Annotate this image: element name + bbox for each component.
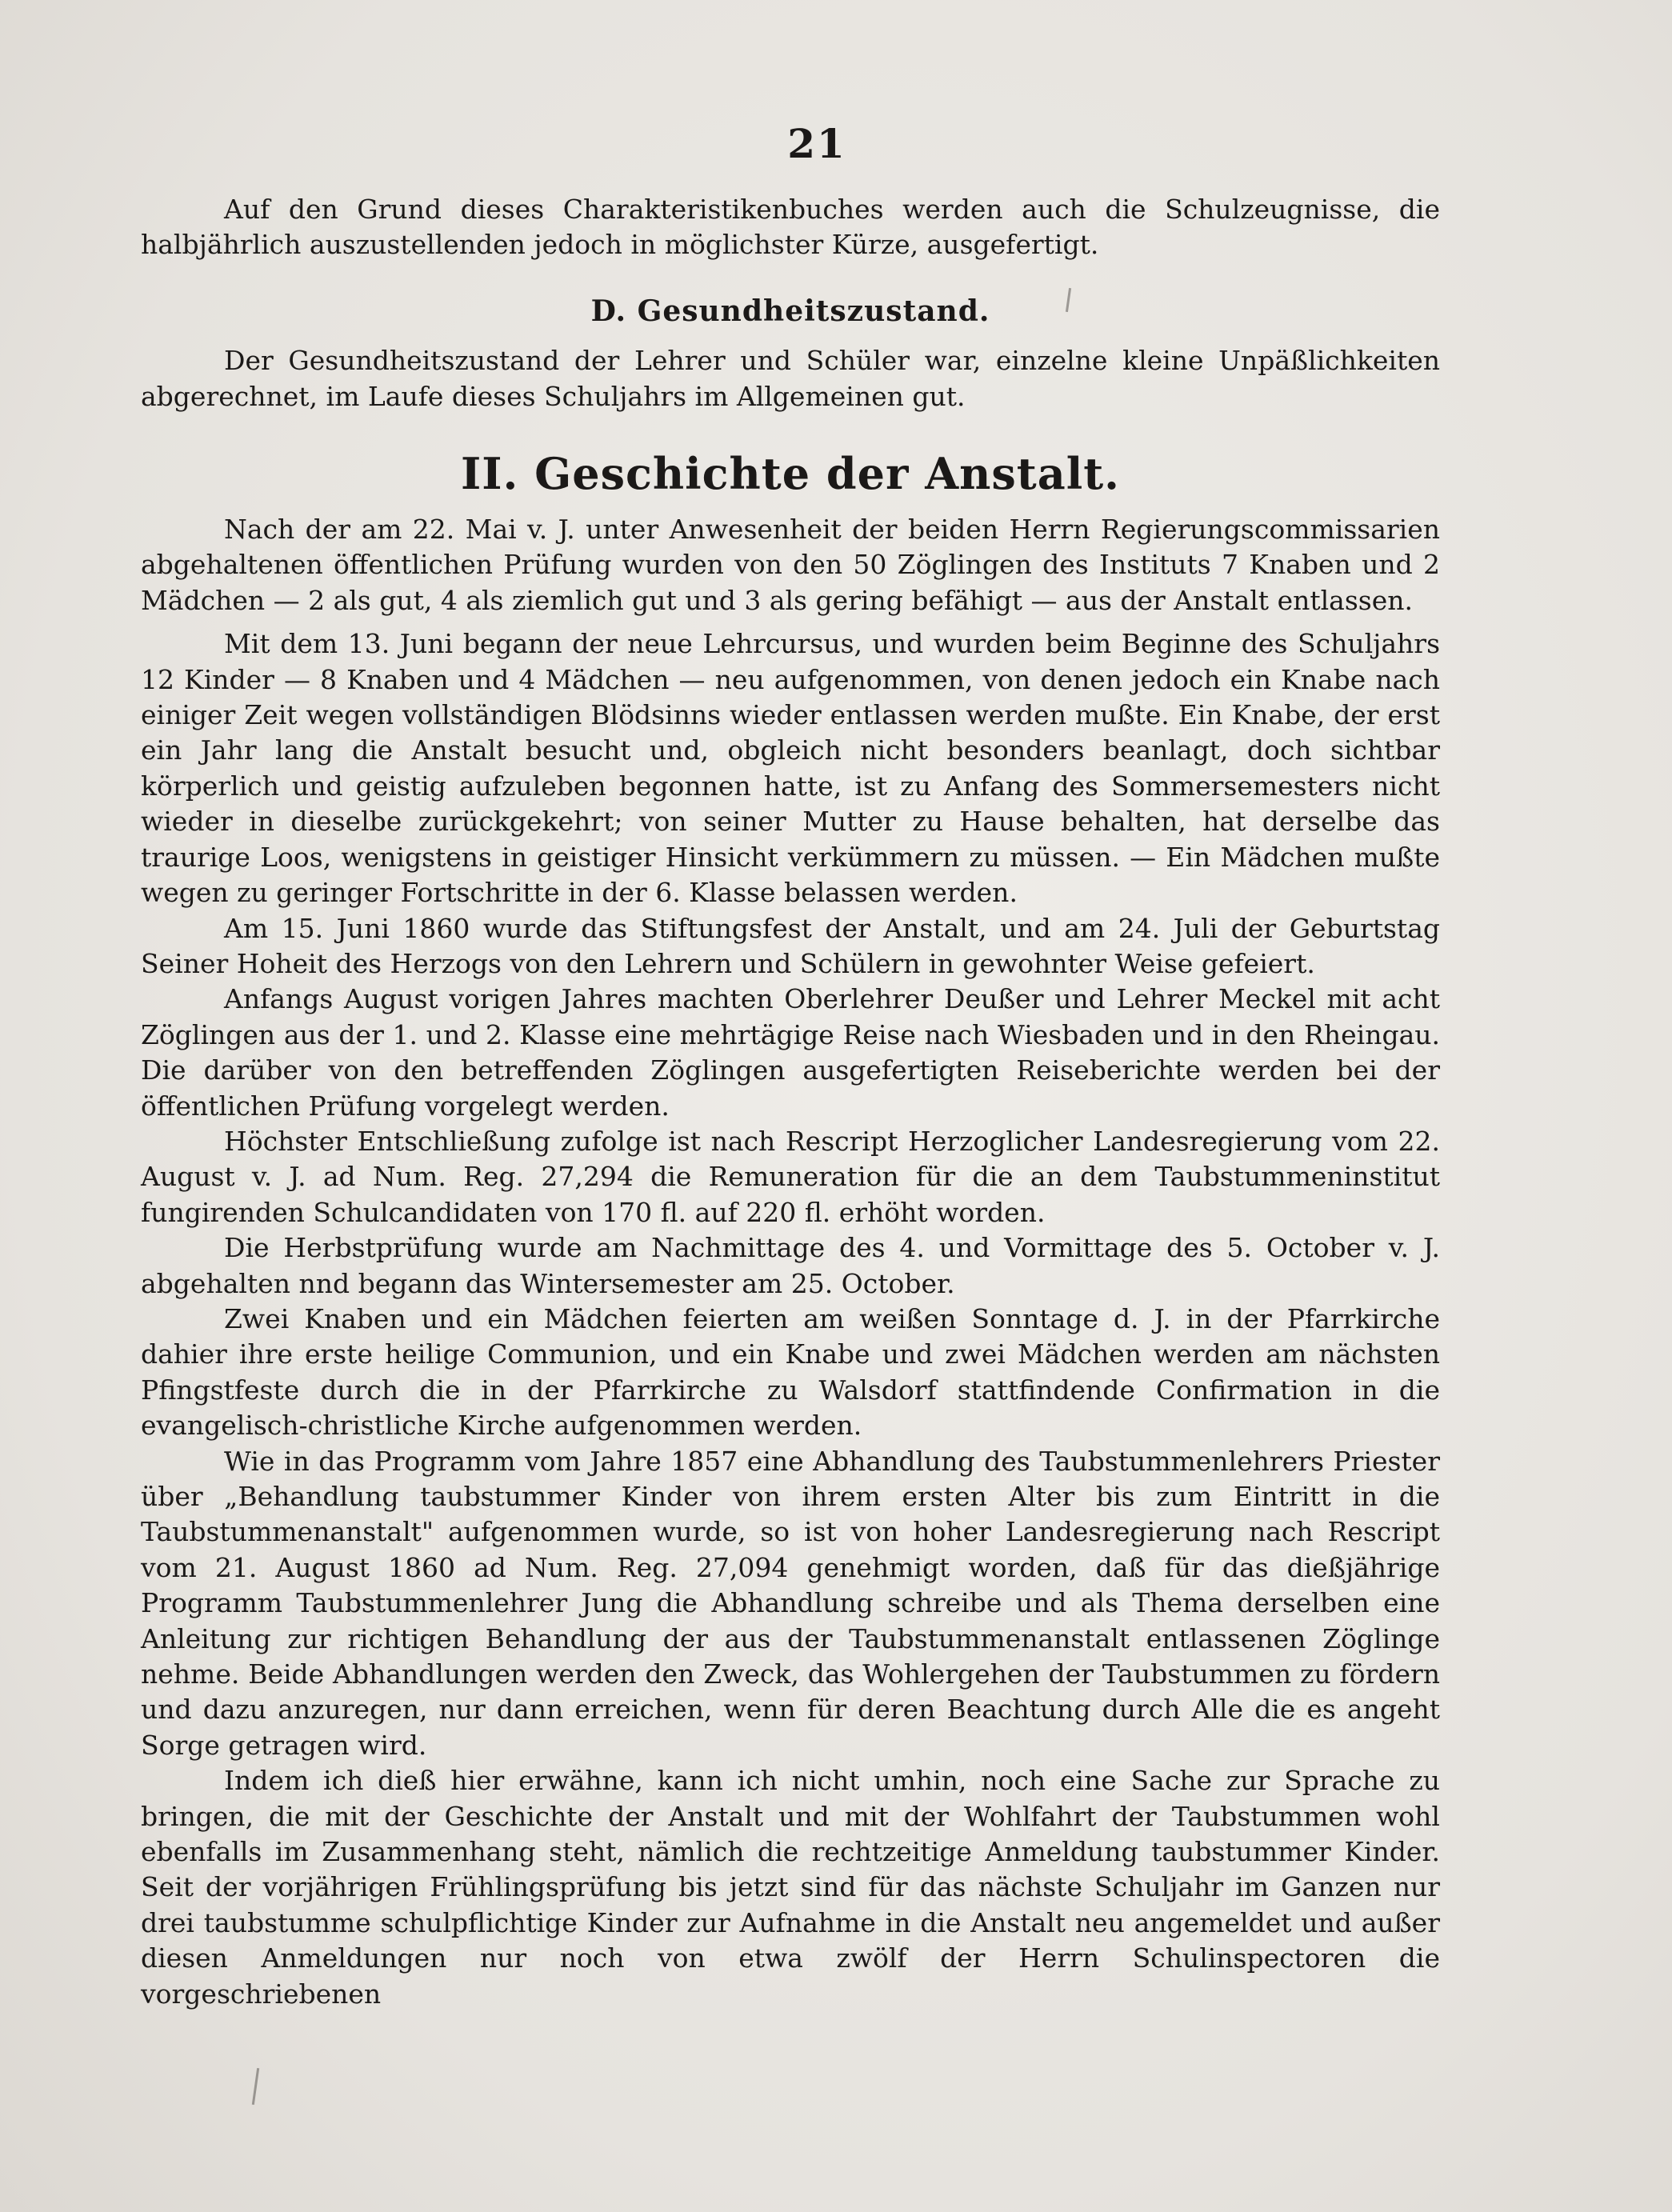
- health-paragraph: Der Gesundheitszustand der Lehrer und Schüler war, einzelne kleine Unpäßlichkeiten abgerechnet, im Laufe dieses Schuljahrs im Allgemeinen gut.: [141, 345, 1440, 412]
- intro-paragraph: Auf den Grund dieses Charakteristikenbuches werden auch die Schulzeugnisse, die halbjährlich auszustellenden jedoch in möglichster Kürze, ausgefertigt.: [141, 194, 1440, 261]
- section-heading-health: D. Gesundheitszustand.: [590, 294, 990, 328]
- history-paragraph-graduation: Nach der am 22. Mai v. J. unter Anwesenheit der beiden Herrn Regierungscommissarien abgehaltenen öffentlichen Prüfung wurden von den 50 Zöglingen des Instituts 7 Knaben und 2 Mädchen — 2 als gut, 4 als ziemlich gut und 3 als gering befähigt — aus der Anstalt entlassen.: [141, 514, 1440, 616]
- history-paragraph-new-course: Mit dem 13. Juni begann der neue Lehrcursus, und wurden beim Beginne des Schuljahrs 12 Kinder — 8 Knaben und 4 Mädchen — neu aufgenommen, von denen jedoch ein Knabe nach einiger Zeit wegen vollständigen Blödsinns wieder entlassen werden mußte. Ein Knabe, der erst ein Jahr lang die Anstalt besucht und, obgleich nicht besonders beanlagt, doch sichtbar körperlich und geistig aufzuleben begonnen hatte, ist zu Anfang des Sommersemesters nicht wieder in dieselbe zurückgekehrt; von seiner Mutter zu Hause behalten, hat derselbe das traurige Loos, wenigstens in geistiger Hinsicht verkümmern zu müssen. — Ein Mädchen mußte wegen zu geringer Fortschritte in der 6. Klasse belassen werden.: [141, 628, 1440, 909]
- history-paragraph-remuneration: Höchster Entschließung zufolge ist nach Rescript Herzoglicher Landesregierung vom 22. August v. J. ad Num. Reg. 27,294 die Remuneration für die an dem Taubstummeninstitut fungirenden Schulcandidaten von 170 fl. auf 220 fl. erhöht worden.: [141, 1125, 1440, 1228]
- page-number: 21: [787, 120, 846, 167]
- page-body: [141, 192, 1440, 2012]
- history-paragraph-treatise: Wie in das Programm vom Jahre 1857 eine Abhandlung des Taubstummenlehrers Priester über „Behandlung taubstummer Kinder von ihrem ersten Alter bis zum Eintritt in die Taubstummenanstalt" aufgenommen wurde, so ist von hoher Landesregierung nach Rescript vom 21. August 1860 ad Num. Reg. 27,094 genehmigt worden, daß für das dießjährige Programm Taubstummenlehrer Jung die Abhandlung schreibe und als Thema derselben eine Anleitung zur richtigen Behandlung der aus der Taubstummenanstalt entlassenen Zöglinge nehme. Beide Abhandlungen werden den Zweck, das Wohlergehen der Taubstummen zu fördern und dazu anzuregen, nur dann erreichen, wenn für deren Beachtung durch Alle die es angeht Sorge getragen wird.: [141, 1445, 1440, 1761]
- history-paragraph-communion: Zwei Knaben und ein Mädchen feierten am weißen Sonntage d. J. in der Pfarrkirche dahier ihre erste heilige Communion, und ein Knabe und zwei Mädchen werden am nächsten Pfingstfeste durch die in der Pfarrkirche zu Walsdorf stattfindende Confirmation in die evangelisch-christliche Kirche aufgenommen werden.: [141, 1302, 1440, 1442]
- history-paragraph-foundation-day: Am 15. Juni 1860 wurde das Stiftungsfest der Anstalt, und am 24. Juli der Geburtstag Seiner Hoheit des Herzogs von den Lehrern und Schülern in gewohnter Weise gefeiert.: [141, 912, 1440, 979]
- chapter-heading-history: II. Geschichte der Anstalt.: [460, 448, 1120, 500]
- scan-mark: [252, 2068, 259, 2105]
- history-paragraph-trip: Anfangs August vorigen Jahres machten Oberlehrer Deußer und Lehrer Meckel mit acht Zöglingen aus der 1. und 2. Klasse eine mehrtägige Reise nach Wiesbaden und in den Rheingau. Die darüber von den betreffenden Zöglingen ausgefertigten Reiseberichte werden bei der öffentlichen Prüfung vorgelegt werden.: [141, 983, 1440, 1122]
- history-paragraph-autumn-exam: Die Herbstprüfung wurde am Nachmittage des 4. und Vormittage des 5. October v. J. abgehalten nnd begann das Wintersemester am 25. October.: [141, 1232, 1440, 1299]
- history-paragraph-registration: Indem ich dieß hier erwähne, kann ich nicht umhin, noch eine Sache zur Sprache zu bringen, die mit der Geschichte der Anstalt und mit der Wohlfahrt der Taubstummen wohl ebenfalls im Zusammenhang steht, nämlich die rechtzeitige Anmeldung taubstummer Kinder. Seit der vorjährigen Frühlingsprüfung bis jetzt sind für das nächste Schuljahr im Ganzen nur drei taubstumme schulpflichtige Kinder zur Aufnahme in die Anstalt neu angemeldet und außer diesen Anmeldungen nur noch von etwa zwölf der Herrn Schulinspectoren die vorgeschriebenen: [141, 1765, 1440, 2010]
